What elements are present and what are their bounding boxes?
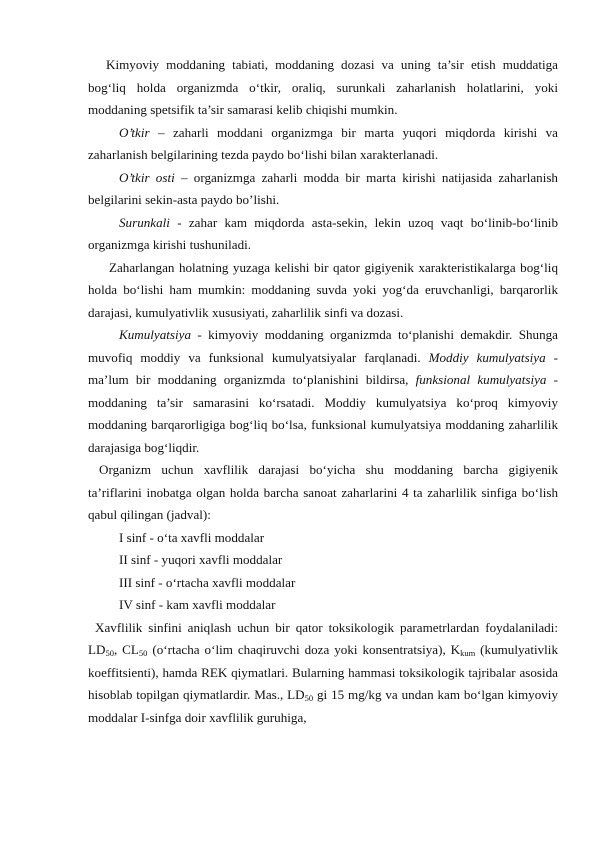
paragraph-cumulation [88,324,558,459]
subscript-ld50-example: 50 [304,693,314,703]
term-functional-cumulation: funksional kumulyatsiya [415,372,547,387]
document-page [88,54,558,729]
hazard-text-b: , CL [113,642,139,657]
term-cumulation: Kumulyatsiya [119,327,192,342]
definition-acute: – zaharli moddani organizmga bir marta yuqori miqdorda kirishi va zaharlanish belgilarining tezda paydo bo‘lishi bilan xarakterlanadi. [88,124,558,162]
paragraph-acute [88,122,558,167]
paragraph-subacute [88,167,558,212]
paragraph-intro-text: Kimyoviy moddaning tabiati, moddaning dozasi va uning ta’sir etish muddatiga bog‘liq holda organizmda o‘tkir, oraliq, surunkali zaharlanish holatlarini, yoki moddaning spetsifik ta’sir samarasi kelib chiqishi mumkin. [88,57,558,117]
list-item: I sinf - o‘ta xavfli moddalar [119,529,265,545]
paragraph-hazard-parameters [88,617,558,730]
cumulation-text-1: - kimyoviy moddaning organizmda to‘planishi demakdir. Shunga muvofiq moddiy va funksional kumulyatsiyalar farqlanadi. [88,327,558,365]
hazard-text-d: (kumulyativlik koeffitsienti), hamda REK qiymatlari. Bularning hammasi toksikologik tajribalar asosida hisoblab topilgan qiymatlardir. Mas., LD [88,642,558,702]
hazard-text-e: gi 15 mg/kg va undan kam bo‘lgan kimyoviy moddalar I-sinfga doir xavflilik guruhiga, [88,687,558,725]
paragraph-hygienic-characteristics [88,257,558,325]
paragraph-hygienic-text: Zaharlangan holatning yuzaga kelishi bir qator gigiyenik xarakteristikalarga bog‘liq holda bo‘lishi ham mumkin: moddaning suvda yoki yog‘da eruvchanligi, barqarorlik darajasi, kumulyativlik xususiyati, zaharlilik sinfi va dozasi. [88,259,558,320]
term-material-cumulation: Moddiy kumulyatsiya [428,349,546,365]
hazard-text-a: Xavflilik sinfini aniqlash uchun bir qator toksikologik parametrlardan foydalaniladi: LD [88,619,558,657]
definition-subacute: – organizmga zaharli modda bir marta kirishi natijasida zaharlanish belgilarini sekin-asta paydo bo’lishi. [88,169,558,207]
list-item: IV sinf - kam xavfli moddalar [119,597,276,612]
paragraph-intro [88,54,558,122]
paragraph-toxicity-text: Organizm uchun xavflilik darajasi bo‘yicha shu moddaning barcha gigiyenik ta’riflarini inobatga olgan holda barcha sanoat zaharlarini 4 ta zaharlilik sinfiga bo‘lish qabul qilingan (jadval): [88,462,558,522]
paragraph-toxicity-classes [88,459,558,527]
toxicity-class-list [88,527,558,617]
term-chronic: Surunkali [119,214,170,230]
definition-chronic: - zahar kam miqdorda asta-sekin, lekin uzoq vaqt bo‘linib-bo‘linib organizmga kirishi tushuniladi. [88,214,558,252]
term-subacute: O’tkir osti [119,169,175,185]
term-acute: O’tkir [119,124,150,140]
paragraph-chronic [88,212,558,257]
cumulation-text-3: - moddaning ta’sir samarasini ko‘rsatadi. Moddiy kumulyatsiya ko‘proq kimyoviy moddaning barqarorligiga bog‘liq bo‘lsa, funksional kumulyatsiya moddaning zaharlilik darajasiga bog‘liqdir. [88,372,558,455]
cumulation-text-2: - ma’lum bir moddaning organizmda to‘planishini bildirsa, [88,349,558,387]
list-item: III sinf - o‘rtacha xavfli moddalar [119,574,296,590]
subscript-cl50: 50 [138,648,148,658]
subscript-kkum: kum [460,648,476,658]
list-item: II sinf - yuqori xavfli moddalar [119,552,283,567]
subscript-ld50: 50 [105,648,114,658]
hazard-text-c: (o‘rtacha o‘lim chaqiruvchi doza yoki konsentratsiya), K [147,642,461,657]
